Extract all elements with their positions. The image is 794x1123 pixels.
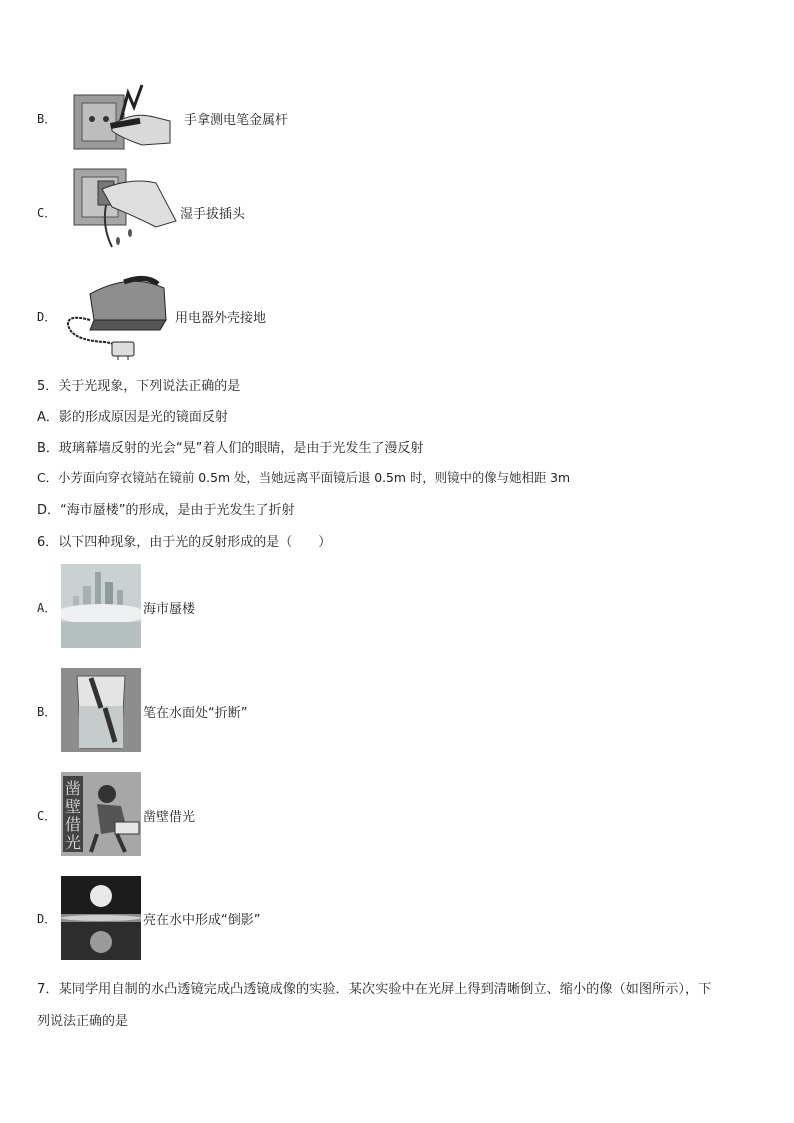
q4-option-d-letter: D． — [37, 310, 57, 324]
svg-text:凿: 凿 — [64, 779, 82, 798]
svg-text:借: 借 — [64, 815, 82, 834]
q4-option-d-text: 用电器外壳接地 — [175, 311, 267, 326]
q7-stem-line2: 列说法正确的是 — [37, 1014, 129, 1029]
q6-option-b-text: 笔在水面处“折断” — [143, 706, 248, 721]
q4-option-c-letter: C． — [37, 206, 57, 220]
chiseling-wall-for-light-photo — [61, 772, 141, 856]
q7-stem-line1: 7．某同学用自制的水凸透镜完成凸透镜成像的实验．某次实验中在光屏上得到清晰倒立、缩小的像（如图所示），下 — [37, 982, 712, 997]
pen-in-water-glass-photo — [61, 668, 141, 752]
svg-text:壁: 壁 — [64, 797, 82, 816]
svg-text:光: 光 — [64, 833, 82, 852]
q5-stem: 5．关于光现象，下列说法正确的是 — [37, 379, 241, 394]
q6-stem: 6．以下四种现象，由于光的反射形成的是（ ） — [37, 535, 332, 550]
iron-with-grounded-plug-icon — [60, 270, 170, 360]
q6-option-d-letter: D． — [37, 912, 57, 926]
q6-option-b-letter: B． — [37, 705, 57, 719]
q5-option-a: A．影的形成原因是光的镜面反射 — [37, 410, 228, 425]
q6-option-d-text: 亮在水中形成“倒影” — [143, 913, 261, 928]
q6-option-a-letter: A． — [37, 601, 57, 615]
q6-option-c-letter: C． — [37, 809, 57, 823]
q6-option-a-text: 海市蜃楼 — [143, 602, 196, 617]
q5-option-c: C．小芳面向穿衣镜站在镜前 0.5m 处，当她远离平面镜后退 0.5m 时，则镜中的像与她相距 3m — [37, 470, 571, 485]
q4-option-c-text: 湿手拔插头 — [180, 207, 246, 222]
mirage-city-photo — [61, 564, 141, 648]
q5-option-d: D．“海市蜃楼”的形成，是由于光发生了折射 — [37, 503, 295, 518]
wet-hand-pulling-plug-icon — [72, 167, 178, 249]
q4-option-b-text: 手拿测电笔金属杆 — [184, 113, 289, 128]
hand-touching-tester-pen-icon — [72, 83, 172, 151]
moon-reflection-photo — [61, 876, 141, 960]
q4-option-b-letter: B． — [37, 112, 57, 126]
q5-option-b: B．玻璃幕墙反射的光会“晃”着人们的眼睛，是由于光发生了漫反射 — [37, 441, 424, 456]
q6-option-c-text: 凿壁借光 — [143, 810, 196, 825]
